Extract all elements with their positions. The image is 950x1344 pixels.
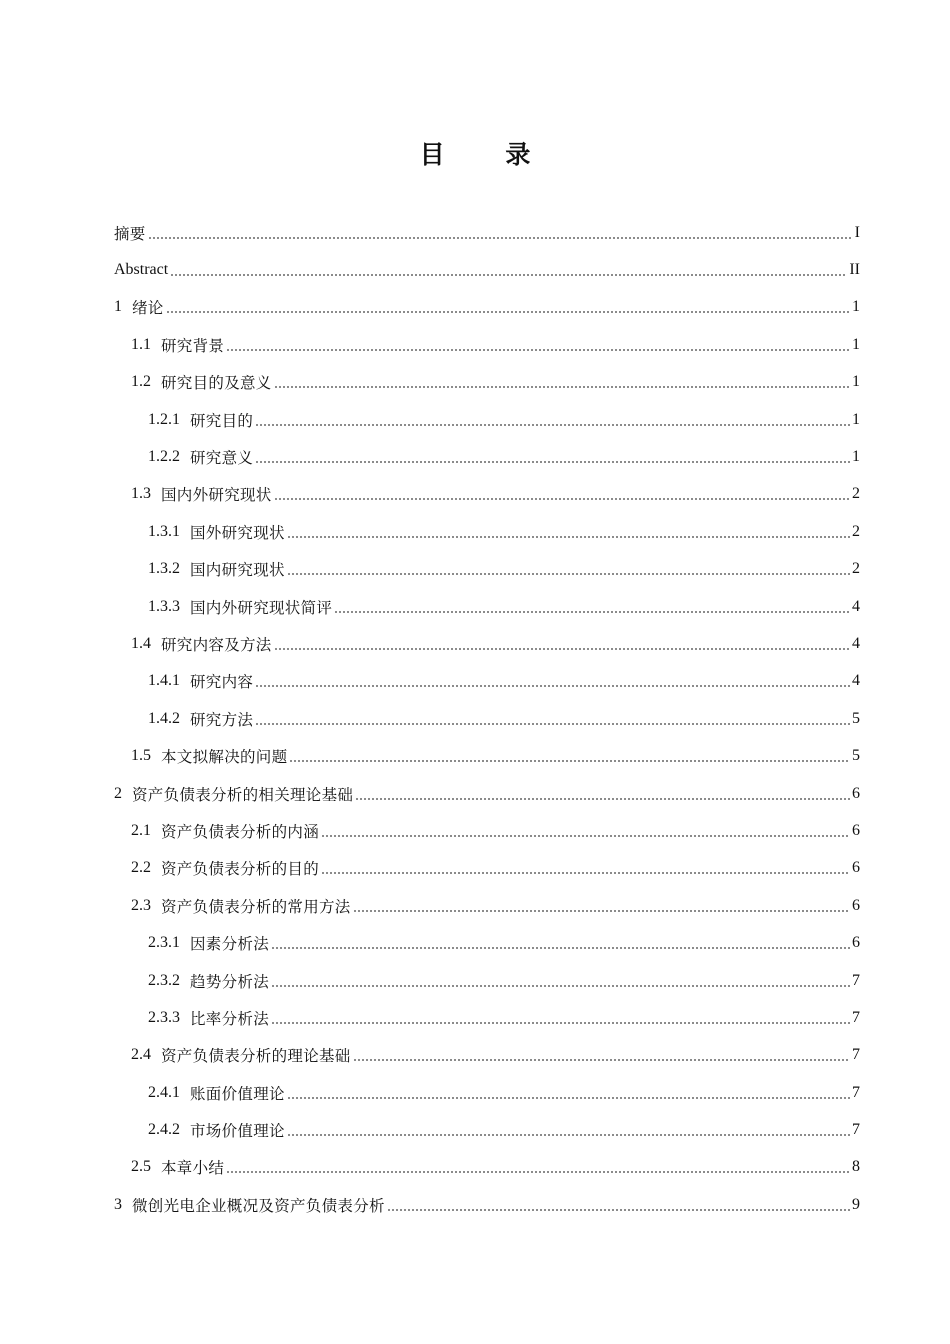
toc-entry-page-number: 7 <box>852 1083 860 1101</box>
toc-entry-page-number: 4 <box>852 672 860 690</box>
toc-entry-number: 2.3.1 <box>148 934 180 952</box>
toc-entry-number: 1.4.1 <box>148 672 180 690</box>
dot-leader <box>255 450 850 464</box>
dot-leader <box>271 974 850 988</box>
toc-entry-label: 研究内容及方法 <box>161 635 272 654</box>
toc-entry-page-number: 6 <box>852 859 860 877</box>
toc-entry-number: 2.3.2 <box>148 971 180 989</box>
toc-entry[interactable] <box>114 289 860 326</box>
toc-entry[interactable] <box>114 1111 860 1148</box>
toc-entry-number: 2.5 <box>131 1158 151 1176</box>
toc-entry-page-number: 6 <box>852 821 860 839</box>
dot-leader <box>287 1086 850 1100</box>
toc-entry-label: 资产负债表分析的内涵 <box>161 822 320 841</box>
toc-entry[interactable] <box>114 700 860 737</box>
toc-entry[interactable] <box>114 775 860 812</box>
toc-entry-page-number: 2 <box>852 522 860 540</box>
toc-entry-page-number: 6 <box>852 784 860 802</box>
toc-entry-page-number: 4 <box>852 634 860 652</box>
toc-entry-page-number: 4 <box>852 597 860 615</box>
toc-entry-page-number: I <box>854 223 860 241</box>
toc-entry-label: 资产负债表分析的目的 <box>161 860 320 879</box>
toc-entry-page-number: 7 <box>852 1008 860 1026</box>
toc-entry-page-number: 6 <box>852 934 860 952</box>
toc-entry-page-number: 9 <box>852 1195 860 1213</box>
toc-entry[interactable] <box>114 476 860 513</box>
toc-entry[interactable] <box>114 887 860 924</box>
table-of-contents <box>114 214 860 1224</box>
toc-entry-page-number: II <box>849 261 860 279</box>
toc-entry-label: 研究意义 <box>190 449 254 468</box>
toc-entry-number: 2.1 <box>131 821 151 839</box>
dot-leader <box>255 712 850 726</box>
dot-leader <box>355 787 850 801</box>
dot-leader <box>166 300 850 314</box>
toc-entry-label: Abstract <box>114 261 169 279</box>
toc-entry-page-number: 1 <box>852 373 860 391</box>
toc-entry-page-number: 1 <box>852 448 860 466</box>
toc-entry-number: 2.3.3 <box>148 1008 180 1026</box>
toc-entry-number: 1.1 <box>131 335 151 353</box>
toc-entry[interactable] <box>114 588 860 625</box>
toc-entry-label: 国内研究现状 <box>190 561 285 580</box>
dot-leader <box>274 637 850 651</box>
toc-entry-number: 2.3 <box>131 896 151 914</box>
dot-leader <box>274 487 850 501</box>
toc-entry-label: 资产负债表分析的常用方法 <box>161 897 351 916</box>
toc-entry-number: 2.4.2 <box>148 1121 180 1139</box>
toc-entry-label: 比率分析法 <box>190 1009 270 1028</box>
toc-entry-label: 研究目的 <box>190 411 254 430</box>
toc-entry-number: 3 <box>114 1195 122 1213</box>
toc-entry-label: 微创光电企业概况及资产负债表分析 <box>132 1196 385 1215</box>
dot-leader <box>271 1011 850 1025</box>
dot-leader <box>255 674 850 688</box>
toc-entry[interactable] <box>114 737 860 774</box>
toc-entry-page-number: 6 <box>852 896 860 914</box>
toc-entry-number: 1.3 <box>131 485 151 503</box>
toc-entry-label: 因素分析法 <box>190 935 270 954</box>
toc-entry-number: 1.4.2 <box>148 709 180 727</box>
toc-entry-label: 研究方法 <box>190 710 254 729</box>
toc-entry-page-number: 2 <box>852 485 860 503</box>
toc-entry-label: 账面价值理论 <box>190 1084 285 1103</box>
dot-leader <box>170 263 847 277</box>
toc-entry-page-number: 7 <box>852 1121 860 1139</box>
toc-entry-number: 2.2 <box>131 859 151 877</box>
toc-entry-label: 国内外研究现状简评 <box>190 598 333 617</box>
dot-leader <box>353 899 850 913</box>
toc-entry[interactable] <box>114 551 860 588</box>
toc-entry[interactable] <box>114 625 860 662</box>
toc-entry-label: 趋势分析法 <box>190 972 270 991</box>
toc-entry-page-number: 1 <box>852 410 860 428</box>
toc-entry-label: 本章小结 <box>161 1159 225 1178</box>
toc-entry[interactable] <box>114 1186 860 1223</box>
dot-leader <box>226 338 850 352</box>
dot-leader <box>287 525 850 539</box>
toc-entry-number: 2.4.1 <box>148 1083 180 1101</box>
toc-entry-label: 市场价值理论 <box>190 1122 285 1141</box>
toc-entry-number: 1.3.1 <box>148 522 180 540</box>
toc-entry-number: 1.3.2 <box>148 560 180 578</box>
toc-entry[interactable] <box>114 962 860 999</box>
dot-leader <box>255 413 850 427</box>
toc-entry[interactable] <box>114 214 860 251</box>
toc-entry-page-number: 2 <box>852 560 860 578</box>
toc-entry-page-number: 5 <box>852 709 860 727</box>
toc-entry[interactable] <box>114 438 860 475</box>
dot-leader <box>387 1198 850 1212</box>
toc-entry-label: 本文拟解决的问题 <box>161 748 288 767</box>
toc-entry-number: 1.2.2 <box>148 448 180 466</box>
page-title: 目 录 <box>419 139 557 169</box>
toc-entry-number: 1.3.3 <box>148 597 180 615</box>
toc-entry-page-number: 7 <box>852 1046 860 1064</box>
toc-entry[interactable] <box>114 924 860 961</box>
dot-leader <box>289 749 850 763</box>
toc-entry-label: 摘要 <box>114 224 146 243</box>
toc-entry-page-number: 7 <box>852 971 860 989</box>
toc-entry-label: 绪论 <box>132 299 164 318</box>
toc-entry-label: 研究内容 <box>190 673 254 692</box>
toc-entry-number: 2 <box>114 784 122 802</box>
dot-leader <box>334 600 850 614</box>
toc-entry[interactable] <box>114 326 860 363</box>
toc-entry-label: 研究背景 <box>161 336 225 355</box>
toc-entry[interactable] <box>114 812 860 849</box>
dot-leader <box>226 1160 850 1174</box>
dot-leader <box>148 226 853 240</box>
toc-entry-page-number: 5 <box>852 747 860 765</box>
toc-entry-number: 1.2 <box>131 373 151 391</box>
toc-entry-page-number: 1 <box>852 298 860 316</box>
toc-entry[interactable] <box>114 1074 860 1111</box>
toc-entry[interactable] <box>114 401 860 438</box>
toc-entry[interactable] <box>114 850 860 887</box>
toc-entry[interactable] <box>114 1149 860 1186</box>
toc-entry[interactable] <box>114 1037 860 1074</box>
toc-entry-number: 2.4 <box>131 1046 151 1064</box>
toc-entry-label: 国内外研究现状 <box>161 486 272 505</box>
dot-leader <box>271 936 850 950</box>
dot-leader <box>287 562 850 576</box>
toc-entry-label: 国外研究现状 <box>190 523 285 542</box>
toc-entry-label: 资产负债表分析的理论基础 <box>161 1047 351 1066</box>
toc-entry-page-number: 1 <box>852 335 860 353</box>
toc-entry[interactable] <box>114 251 860 288</box>
toc-entry[interactable] <box>114 999 860 1036</box>
dot-leader <box>321 861 850 875</box>
toc-entry-label: 资产负债表分析的相关理论基础 <box>132 785 354 804</box>
toc-entry-number: 1 <box>114 298 122 316</box>
toc-entry-label: 研究目的及意义 <box>161 374 272 393</box>
toc-entry[interactable] <box>114 663 860 700</box>
toc-entry[interactable] <box>114 364 860 401</box>
dot-leader <box>274 375 850 389</box>
toc-entry-number: 1.5 <box>131 747 151 765</box>
toc-entry-number: 1.4 <box>131 634 151 652</box>
toc-entry-number: 1.2.1 <box>148 410 180 428</box>
dot-leader <box>353 1048 850 1062</box>
toc-entry[interactable] <box>114 513 860 550</box>
toc-entry-page-number: 8 <box>852 1158 860 1176</box>
dot-leader <box>287 1123 850 1137</box>
dot-leader <box>321 824 850 838</box>
